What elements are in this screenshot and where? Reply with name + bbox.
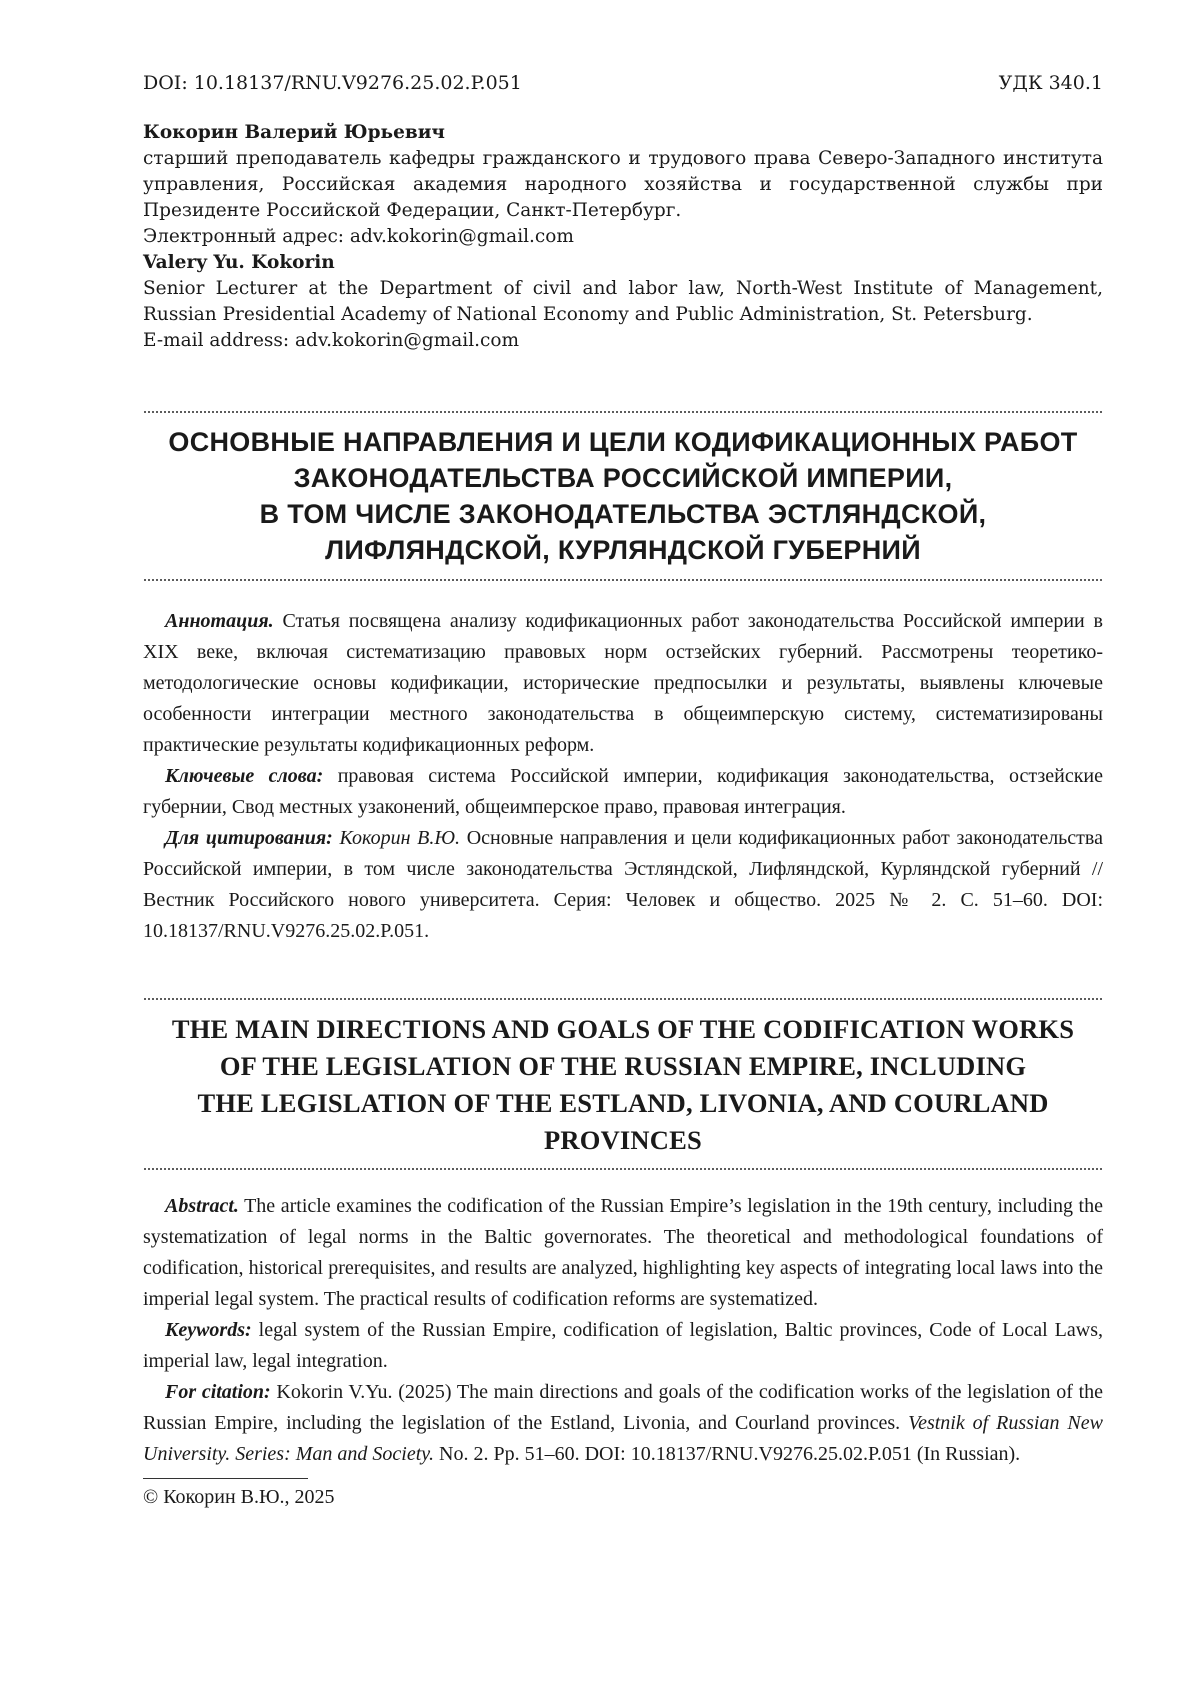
header-row (143, 70, 1103, 96)
copyright: © Кокорин В.Ю., 2025 (143, 1486, 335, 1508)
author-info (143, 120, 1103, 354)
article-page (143, 70, 1103, 1511)
citation-en (143, 1377, 1103, 1470)
keywords-en-text: legal system of the Russian Empire, codification of legislation, Baltic provinces, Code of Local Laws, imperial law, legal integration. (143, 1319, 1103, 1372)
keywords-en-label: Keywords: (165, 1319, 252, 1341)
footnote-rule (143, 1478, 308, 1479)
author-affiliation-ru: старший преподаватель кафедры гражданского и трудового права Северо-Западного института управления, Российская академия народного хозяйства и государственной службы при Президенте Российской Федерации, Санкт-Петербург. (143, 148, 1103, 221)
title-en-line: PROVINCES (544, 1125, 702, 1155)
keywords-label: Ключевые слова: (165, 765, 324, 787)
citation-text: Основные направления и цели кодификационных работ законодательства Российской империи, в том числе законодательства Эстляндской, Лифляндской, Курляндской губерний // Вестник Российского нового университета. Серия: Человек и общество. 2025 № 2. С. 51–60. DOI: 10.18137/RNU.V9276.25.02.P.051. (143, 827, 1103, 942)
article-title-en (143, 1011, 1103, 1159)
citation-en-text: Kokorin V.Yu. (2025) The main directions and goals of the codification works of the legislation of the Russian Empire, including the legislation of the Estland, Livonia, and Courland provinces. (143, 1381, 1103, 1434)
author-affiliation-en: Senior Lecturer at the Department of civil and labor law, North-West Institute of Management, Russian Presidential Academy of National Economy and Public Administration, St. Petersburg. (143, 278, 1103, 325)
citation-en-label: For citation: (165, 1381, 271, 1403)
annotation-text: Статья посвящена анализу кодификационных работ законодательства Российской империи в XIX веке, включая систематизацию правовых норм остзейских губерний. Рассмотрены теоретико-методологические основы кодификации, исторические предпосылки и результаты, выявлены ключевые особенности интеграции местного законодательства в общеимперскую систему, систематизированы практические результаты кодификационных реформ. (143, 610, 1103, 756)
abstract-label: Abstract. (165, 1195, 239, 1217)
keywords-text: правовая система Российской империи, кодификация законодательства, остзейские губернии, Свод местных узаконений, общеимперское право, правовая интеграция. (143, 765, 1104, 818)
abstract-text: The article examines the codification of the Russian Empire’s legislation in the 19th century, including the systematization of legal norms in the Baltic governorates. The theoretical and methodological foundations of codification, historical prerequisites, and results are analyzed, highlighting key aspects of integrating local laws into the imperial legal system. The practical results of codification reforms are systematized. (143, 1195, 1103, 1310)
annotation-label: Аннотация. (165, 610, 274, 632)
abstract-en (143, 1191, 1103, 1315)
title-ru-line: ОСНОВНЫЕ НАПРАВЛЕНИЯ И ЦЕЛИ КОДИФИКАЦИОННЫХ РАБОТ (168, 427, 1078, 457)
keywords-ru (143, 761, 1103, 823)
article-title-ru (143, 424, 1103, 568)
doi-text: DOI: 10.18137/RNU.V9276.25.02.P.051 (143, 72, 522, 94)
title-ru-line: ЗАКОНОДАТЕЛЬСТВА РОССИЙСКОЙ ИМПЕРИИ, (293, 463, 953, 493)
title-ru-line: В ТОМ ЧИСЛЕ ЗАКОНОДАТЕЛЬСТВА ЭСТЛЯНДСКОЙ, (259, 499, 987, 529)
annotation-ru (143, 606, 1103, 761)
title-ru-line: ЛИФЛЯНДСКОЙ, КУРЛЯНДСКОЙ ГУБЕРНИЙ (325, 535, 921, 565)
title-en-line: THE MAIN DIRECTIONS AND GOALS OF THE CODIFICATION WORKS (171, 1014, 1075, 1044)
author-name-en: Valery Yu. Kokorin (143, 252, 335, 273)
divider-top-en (143, 997, 1103, 1001)
citation-en-tail: No. 2. Pp. 51–60. DOI: 10.18137/RNU.V9276.25.02.P.051 (In Russian). (434, 1443, 1021, 1465)
author-name-ru: Кокорин Валерий Юрьевич (143, 122, 445, 143)
author-email-en: E-mail address: adv.kokorin@gmail.com (143, 330, 520, 351)
citation-ru (143, 823, 1103, 947)
title-en-line: THE LEGISLATION OF THE ESTLAND, LIVONIA, AND COURLAND (197, 1088, 1049, 1118)
citation-author: Кокорин В.Ю. (332, 827, 461, 849)
keywords-en (143, 1315, 1103, 1377)
author-email-ru: Электронный адрес: adv.kokorin@gmail.com (143, 226, 574, 247)
udc-text: УДК 340.1 (998, 72, 1103, 94)
divider-top-ru (143, 410, 1103, 414)
citation-en-journal: Vestnik of Russian New University. Series: Man and Society. (143, 1412, 1103, 1465)
citation-label: Для цитирования: (165, 827, 333, 849)
title-en-line: OF THE LEGISLATION OF THE RUSSIAN EMPIRE, INCLUDING (219, 1051, 1027, 1081)
